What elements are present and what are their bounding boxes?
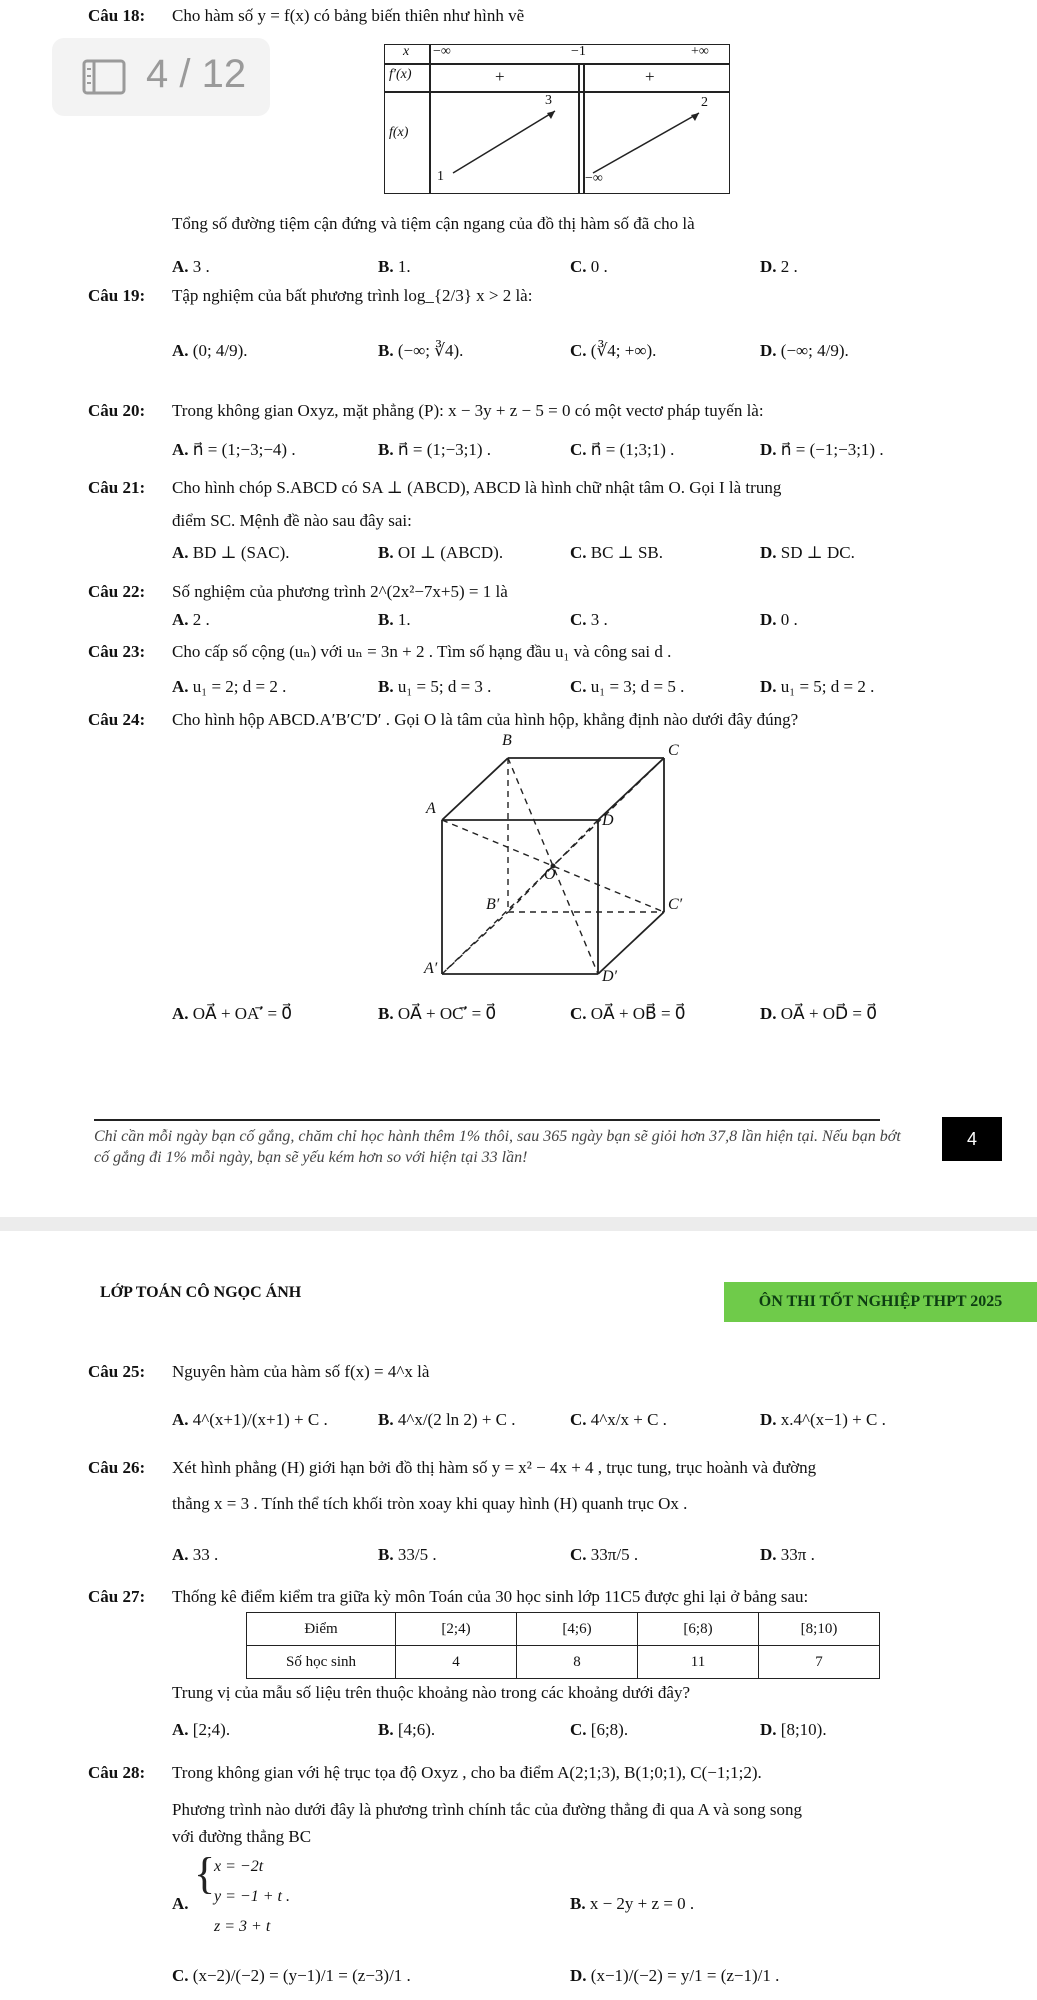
q26-label: Câu 26:	[88, 1458, 146, 1477]
score-table-cell: Số học sinh	[247, 1646, 396, 1679]
q28-text-3: với đường thẳng BC	[172, 1827, 312, 1846]
q23-label: Câu 23:	[88, 642, 146, 661]
q27-option-b[interactable]: B. [4;6).	[378, 1720, 436, 1739]
footer-rule	[94, 1119, 880, 1121]
q27-option-d[interactable]: D. [8;10).	[760, 1720, 827, 1739]
q19-option-d[interactable]: D. (−∞; 4/9).	[760, 341, 849, 360]
var-x-label: x	[403, 44, 410, 59]
var-f-value-2: 2	[701, 95, 708, 110]
q25-text: Nguyên hàm của hàm số f(x) = 4^x là	[172, 1362, 430, 1381]
q25-option-b[interactable]: B. 4^x/(2 ln 2) + C .	[378, 1410, 516, 1429]
q23-option-d[interactable]: D. u₁ = 5; d = 2 .	[760, 677, 875, 696]
score-table-cell: 4	[396, 1646, 517, 1679]
q18-text: Cho hàm số y = f(x) có bảng biến thiên như hình vẽ	[172, 6, 525, 25]
fig-label-a: A	[426, 800, 436, 817]
score-table-cell: 11	[638, 1646, 759, 1679]
q23-option-a[interactable]: A. u₁ = 2; d = 2 .	[172, 677, 287, 696]
q19-option-b[interactable]: B. (−∞; ∛4).	[378, 341, 464, 360]
q26-option-d[interactable]: D. 33π .	[760, 1545, 815, 1564]
q27-label: Câu 27:	[88, 1587, 146, 1606]
q19-option-a[interactable]: A. (0; 4/9).	[172, 341, 248, 360]
q24-label: Câu 24:	[88, 710, 146, 729]
q21-option-a[interactable]: A. BD ⊥ (SAC).	[172, 543, 290, 562]
var-f-value-1: 1	[437, 169, 444, 184]
q19-option-c[interactable]: C. (∛4; +∞).	[570, 341, 657, 360]
q26-text: Xét hình phẳng (H) giới hạn bởi đồ thị hàm số y = x² − 4x + 4 , trục tung, trục hoành và đường	[172, 1458, 817, 1477]
score-table-header: [2;4)	[396, 1613, 517, 1646]
var-x-pos-inf: +∞	[691, 44, 709, 59]
q19-text: Tập nghiệm của bất phương trình log_{2/3} x > 2 là:	[172, 286, 533, 305]
q25-label: Câu 25:	[88, 1362, 146, 1381]
fig-label-o: O	[544, 866, 556, 883]
q28-label: Câu 28:	[88, 1763, 146, 1782]
q26-option-a[interactable]: A. 33 .	[172, 1545, 219, 1564]
score-table-header: Điểm	[247, 1613, 396, 1646]
q18-label: Câu 18:	[88, 6, 146, 25]
q20-option-c[interactable]: C. n⃗ = (1;3;1) .	[570, 440, 675, 459]
q21-label: Câu 21:	[88, 478, 146, 497]
q28-option-c[interactable]: C. (x−2)/(−2) = (y−1)/1 = (z−3)/1 .	[172, 1966, 411, 1985]
q18-question: Tổng số đường tiệm cận đứng và tiệm cận ngang của đồ thị hàm số đã cho là	[172, 214, 695, 233]
q24-option-d[interactable]: D. OA⃗ + OD⃗ = 0⃗	[760, 1004, 878, 1023]
fig-label-b: B	[502, 732, 512, 749]
score-table-header: [8;10)	[759, 1613, 880, 1646]
score-table-header-row	[247, 1613, 880, 1646]
q22-label: Câu 22:	[88, 582, 146, 601]
q27-text: Thống kê điểm kiểm tra giữa kỳ môn Toán của 30 học sinh lớp 11C5 được ghi lại ở bảng sau:	[172, 1587, 809, 1606]
q21-text: Cho hình chóp S.ABCD có SA ⊥ (ABCD), ABCD là hình chữ nhật tâm O. Gọi I là trung	[172, 478, 782, 497]
q18-option-a[interactable]: A. 3 .	[172, 257, 210, 276]
header-left: LỚP TOÁN CÔ NGỌC ÁNH	[100, 1284, 302, 1301]
score-table-row	[247, 1646, 880, 1679]
score-table-header: [4;6)	[517, 1613, 638, 1646]
q26-text-2: thẳng x = 3 . Tính thể tích khối tròn xoay khi quay hình (H) quanh trục Ox .	[172, 1494, 688, 1513]
fig-label-c: C	[668, 742, 679, 759]
page-icon	[82, 59, 126, 95]
q25-option-c[interactable]: C. 4^x/x + C .	[570, 1410, 667, 1429]
q28-system-brace: {	[194, 1849, 216, 1898]
var-f-value-neg-inf: −∞	[585, 171, 603, 186]
q28-option-b[interactable]: B. x − 2y + z = 0 .	[570, 1894, 695, 1913]
q18-option-d[interactable]: D. 2 .	[760, 257, 798, 276]
q23-option-c[interactable]: C. u₁ = 3; d = 5 .	[570, 677, 685, 696]
page-number: 4	[942, 1117, 1002, 1161]
q21-option-d[interactable]: D. SD ⊥ DC.	[760, 543, 855, 562]
var-x-neg-inf: −∞	[433, 44, 451, 59]
variation-table	[384, 44, 730, 194]
fig-label-a-prime: A′	[424, 960, 438, 977]
q20-text: Trong không gian Oxyz, mặt phẳng (P): x − 3y + z − 5 = 0 có một vectơ pháp tuyến là:	[172, 401, 764, 420]
q26-option-b[interactable]: B. 33/5 .	[378, 1545, 437, 1564]
q28-text-2: Phương trình nào dưới đây là phương trình chính tắc của đường thẳng đi qua A và song song	[172, 1800, 802, 1819]
q28-text: Trong không gian với hệ trục tọa độ Oxyz , cho ba điểm A(2;1;3), B(1;0;1), C(−1;1;2).	[172, 1763, 762, 1782]
q28-system-line-3: z = 3 + t	[214, 1918, 271, 1935]
q27-option-c[interactable]: C. [6;8).	[570, 1720, 629, 1739]
fig-label-c-prime: C′	[668, 896, 683, 913]
fig-label-d-prime: D′	[602, 968, 618, 985]
score-table-header: [6;8)	[638, 1613, 759, 1646]
page-counter-text: 4 / 12	[146, 52, 247, 96]
q18-option-c[interactable]: C. 0 .	[570, 257, 608, 276]
q28-option-d[interactable]: D. (x−1)/(−2) = y/1 = (z−1)/1 .	[570, 1966, 780, 1985]
var-fprime-sign-2: +	[645, 67, 655, 86]
q24-option-c[interactable]: C. OA⃗ + OB⃗ = 0⃗	[570, 1004, 686, 1023]
q19-label: Câu 19:	[88, 286, 146, 305]
q23-option-b[interactable]: B. u₁ = 5; d = 3 .	[378, 677, 492, 696]
q28-system-line-1: x = −2t	[214, 1858, 264, 1875]
q18-option-b[interactable]: B. 1.	[378, 257, 411, 276]
score-table-cell: 8	[517, 1646, 638, 1679]
q22-text: Số nghiệm của phương trình 2^(2x²−7x+5) = 1 là	[172, 582, 508, 601]
q20-option-a[interactable]: A. n⃗ = (1;−3;−4) .	[172, 440, 296, 459]
q21-text-2: điểm SC. Mệnh đề nào sau đây sai:	[172, 511, 412, 530]
q21-option-b[interactable]: B. OI ⊥ (ABCD).	[378, 543, 504, 562]
q20-option-d[interactable]: D. n⃗ = (−1;−3;1) .	[760, 440, 884, 459]
q22-option-b[interactable]: B. 1.	[378, 610, 411, 629]
q27-text-2: Trung vị của mẫu số liệu trên thuộc khoảng nào trong các khoảng dưới đây?	[172, 1683, 691, 1702]
q22-option-c[interactable]: C. 3 .	[570, 610, 608, 629]
header-banner: ÔN THI TỐT NGHIỆP THPT 2025	[724, 1282, 1037, 1322]
q24-text: Cho hình hộp ABCD.A′B′C′D′ . Gọi O là tâm của hình hộp, khẳng định nào dưới đây đúng?	[172, 710, 799, 729]
q21-option-c[interactable]: C. BC ⊥ SB.	[570, 543, 663, 562]
score-table-cell: 7	[759, 1646, 880, 1679]
q22-option-d[interactable]: D. 0 .	[760, 610, 798, 629]
var-f-value-3: 3	[545, 93, 552, 108]
q20-option-b[interactable]: B. n⃗ = (1;−3;1) .	[378, 440, 492, 459]
q28-option-a[interactable]: A.	[172, 1894, 189, 1913]
q27-option-a[interactable]: A. [2;4).	[172, 1720, 231, 1739]
var-fprime-sign-1: +	[495, 67, 505, 86]
fig-label-b-prime: B′	[486, 896, 500, 913]
q24-option-a[interactable]: A. OA⃗ + OA′⃗ = 0⃗	[172, 1004, 293, 1023]
q22-option-a[interactable]: A. 2 .	[172, 610, 210, 629]
var-x-minus-one: −1	[571, 44, 586, 59]
var-fprime-label: f′(x)	[389, 67, 412, 82]
score-table	[246, 1612, 880, 1679]
variation-arrows	[385, 45, 729, 193]
q28-system-line-2: y = −1 + t .	[214, 1888, 290, 1905]
q23-text: Cho cấp số cộng (uₙ) với uₙ = 3n + 2 . Tìm số hạng đầu u₁ và công sai d .	[172, 642, 672, 661]
page-separator	[0, 1217, 1037, 1231]
footer-quote: Chỉ cần mỗi ngày bạn cố gắng, chăm chỉ học hành thêm 1% thôi, sau 365 ngày bạn sẽ giỏi hơn 37,8 lần hiện tại. Nếu bạn bớt cố gắng đi 1% mỗi ngày, bạn sẽ yếu kém hơn so với hiện tại 33 lần!	[94, 1128, 901, 1166]
q25-option-a[interactable]: A. 4^(x+1)/(x+1) + C .	[172, 1410, 328, 1429]
q24-option-b[interactable]: B. OA⃗ + OC′⃗ = 0⃗	[378, 1004, 497, 1023]
parallelepiped-figure	[410, 736, 740, 1006]
var-f-label: f(x)	[389, 125, 409, 140]
page-counter-badge[interactable]	[52, 38, 270, 116]
q20-label: Câu 20:	[88, 401, 146, 420]
fig-label-d: D	[602, 812, 614, 829]
q26-option-c[interactable]: C. 33π/5 .	[570, 1545, 639, 1564]
q25-option-d[interactable]: D. x.4^(x−1) + C .	[760, 1410, 886, 1429]
